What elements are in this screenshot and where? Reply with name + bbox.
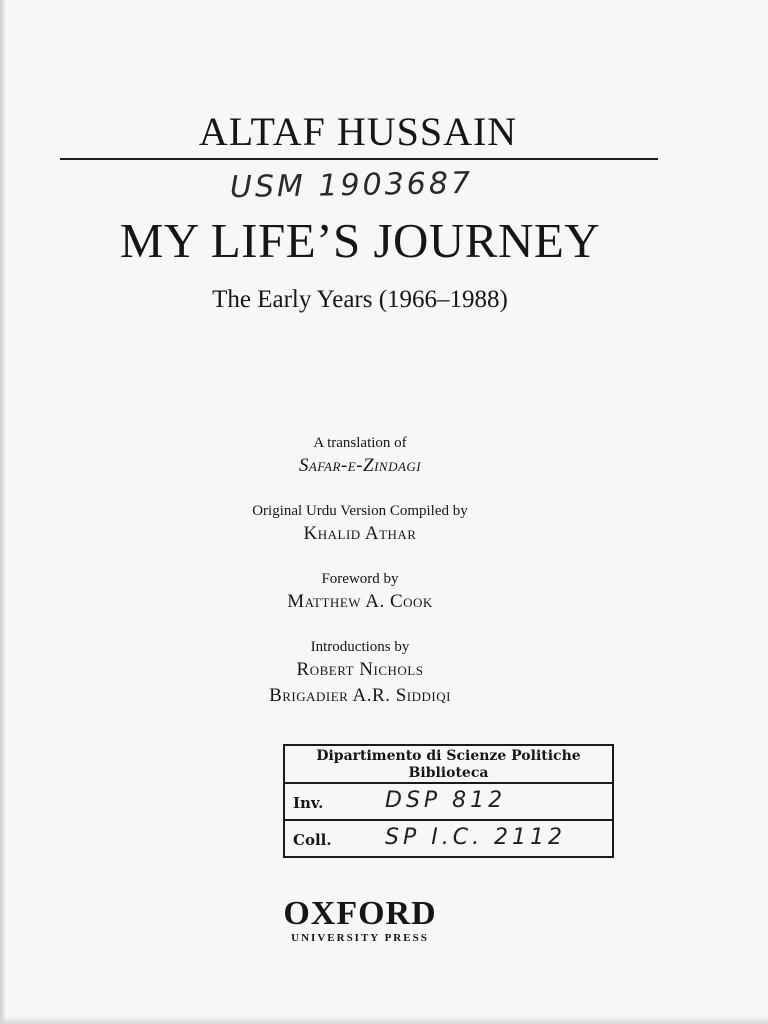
compiler-name: Khalid Athar	[303, 523, 417, 544]
introducer-name: Brigadier A.R. Siddiqi	[269, 685, 451, 706]
title-rule	[60, 158, 658, 160]
compiled-label: Original Urdu Version Compiled by	[252, 503, 468, 519]
original-title: Safar-e-Zindagi	[298, 455, 422, 476]
collection-value: SP I.C. 2112	[385, 825, 567, 850]
book-subtitle: The Early Years (1966–1988)	[212, 286, 508, 313]
scan-shadow-bottom	[0, 1016, 768, 1024]
credits-block	[160, 433, 560, 709]
publisher-imprint	[230, 896, 490, 944]
stamp-library: Biblioteca	[408, 765, 489, 781]
introductions-label: Introductions by	[310, 639, 410, 655]
introducer-name: Robert Nichols	[296, 659, 424, 680]
publisher-name: OXFORD	[283, 895, 437, 932]
inventory-label: Inv.	[293, 794, 324, 812]
collection-label: Coll.	[293, 831, 332, 849]
stamp-department: Dipartimento di Scienze Politiche	[316, 748, 581, 764]
handwritten-catalog-number: USM 1903687	[229, 165, 474, 206]
stamp-header	[285, 746, 612, 784]
stamp-inventory-row	[285, 784, 612, 821]
library-stamp	[283, 744, 614, 858]
inventory-value: DSP 812	[385, 788, 507, 813]
book-title: MY LIFE’S JOURNEY	[119, 213, 601, 268]
translation-label: A translation of	[313, 435, 407, 451]
scan-shadow-left	[0, 0, 6, 1024]
foreword-label: Foreword by	[321, 571, 399, 587]
author-name: ALTAF HUSSAIN	[198, 109, 518, 154]
foreword-author: Matthew A. Cook	[287, 591, 433, 612]
stamp-collection-row	[285, 821, 612, 856]
publisher-subname: UNIVERSITY PRESS	[291, 932, 429, 944]
